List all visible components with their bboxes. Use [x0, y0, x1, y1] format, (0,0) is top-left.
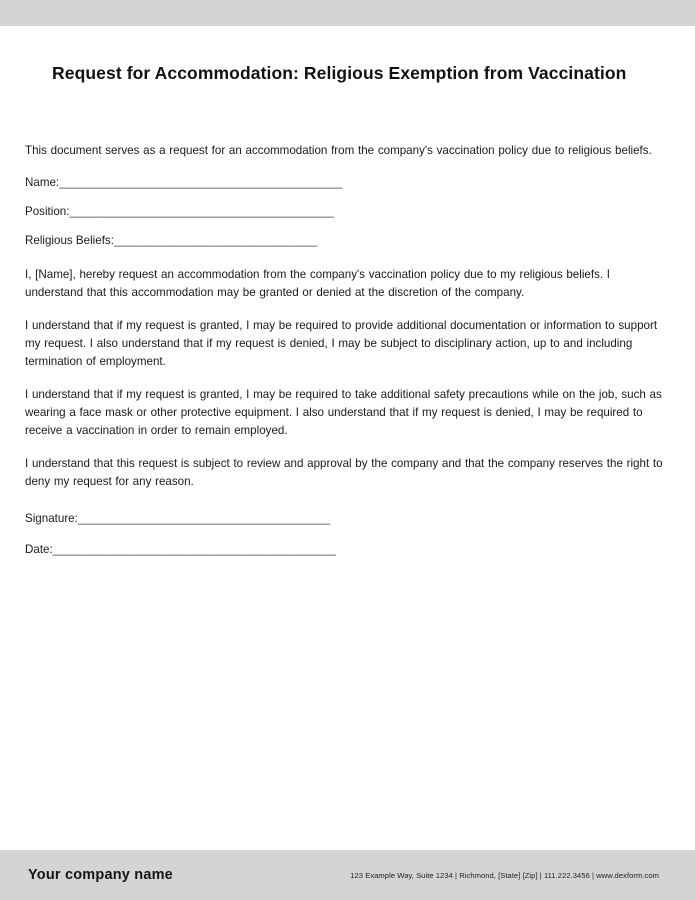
field-name-label: Name:: [25, 176, 60, 189]
footer-contact-line: 123 Example Way, Suite 1234 | Richmond, [State] [Zip] | 111.222.3456 | www.dexform.com: [350, 870, 659, 880]
intro-paragraph: This document serves as a request for an accommodation from the company's vaccination policy due to religious beliefs.: [25, 144, 652, 157]
page-footer: [0, 850, 695, 900]
signature-row: [25, 510, 670, 528]
field-name-input-rule[interactable]: ______________________________________________: [59, 176, 342, 189]
field-position-label: Position:: [25, 205, 70, 218]
field-religious-beliefs-label: Religious Beliefs:: [25, 234, 114, 247]
date-row: [25, 541, 670, 559]
field-religious-beliefs-input-rule[interactable]: _________________________________: [113, 234, 317, 247]
paragraph-review-approval: I understand that this request is subject to review and approval by the company and that the company reserves the right to deny my request for any reason.: [25, 457, 663, 488]
paragraph-safety-precautions: I understand that if my request is granted, I may be required to take additional safety precautions while on the job, such as wearing a face mask or other protective equipment. I also understand that if my request is denied, I may be required to receive a vaccination in order to remain employed.: [25, 388, 662, 437]
field-position-input-rule[interactable]: ___________________________________________: [69, 205, 334, 218]
page-title: Request for Accommodation: Religious Exemption from Vaccination: [52, 63, 627, 83]
field-religious-beliefs-row: [25, 232, 670, 250]
signature-label: Signature:: [25, 512, 78, 525]
signature-block: [25, 510, 670, 559]
date-input-rule[interactable]: ______________________________________________: [52, 543, 336, 556]
paragraph-documentation-terms: I understand that if my request is granted, I may be required to provide additional documentation or information to support my request. I also understand that if my request is denied, I may be subject to disciplinary action, up to and including termination of employment.: [25, 319, 658, 368]
document-body: [25, 142, 670, 572]
date-label: Date:: [25, 543, 53, 556]
footer-company-name: Your company name: [28, 867, 173, 883]
field-position-row: [25, 203, 670, 221]
bottom-gray-band: [0, 850, 695, 900]
field-name-row: [25, 174, 670, 192]
top-gray-band: [0, 0, 695, 26]
paragraph-request-statement: I, [Name], hereby request an accommodation from the company's vaccination policy due to my religious beliefs. I understand that this accommodation may be granted or denied at the discretion of the company.: [25, 268, 611, 299]
signature-input-rule[interactable]: _________________________________________: [77, 512, 330, 525]
page-content: [0, 26, 695, 850]
